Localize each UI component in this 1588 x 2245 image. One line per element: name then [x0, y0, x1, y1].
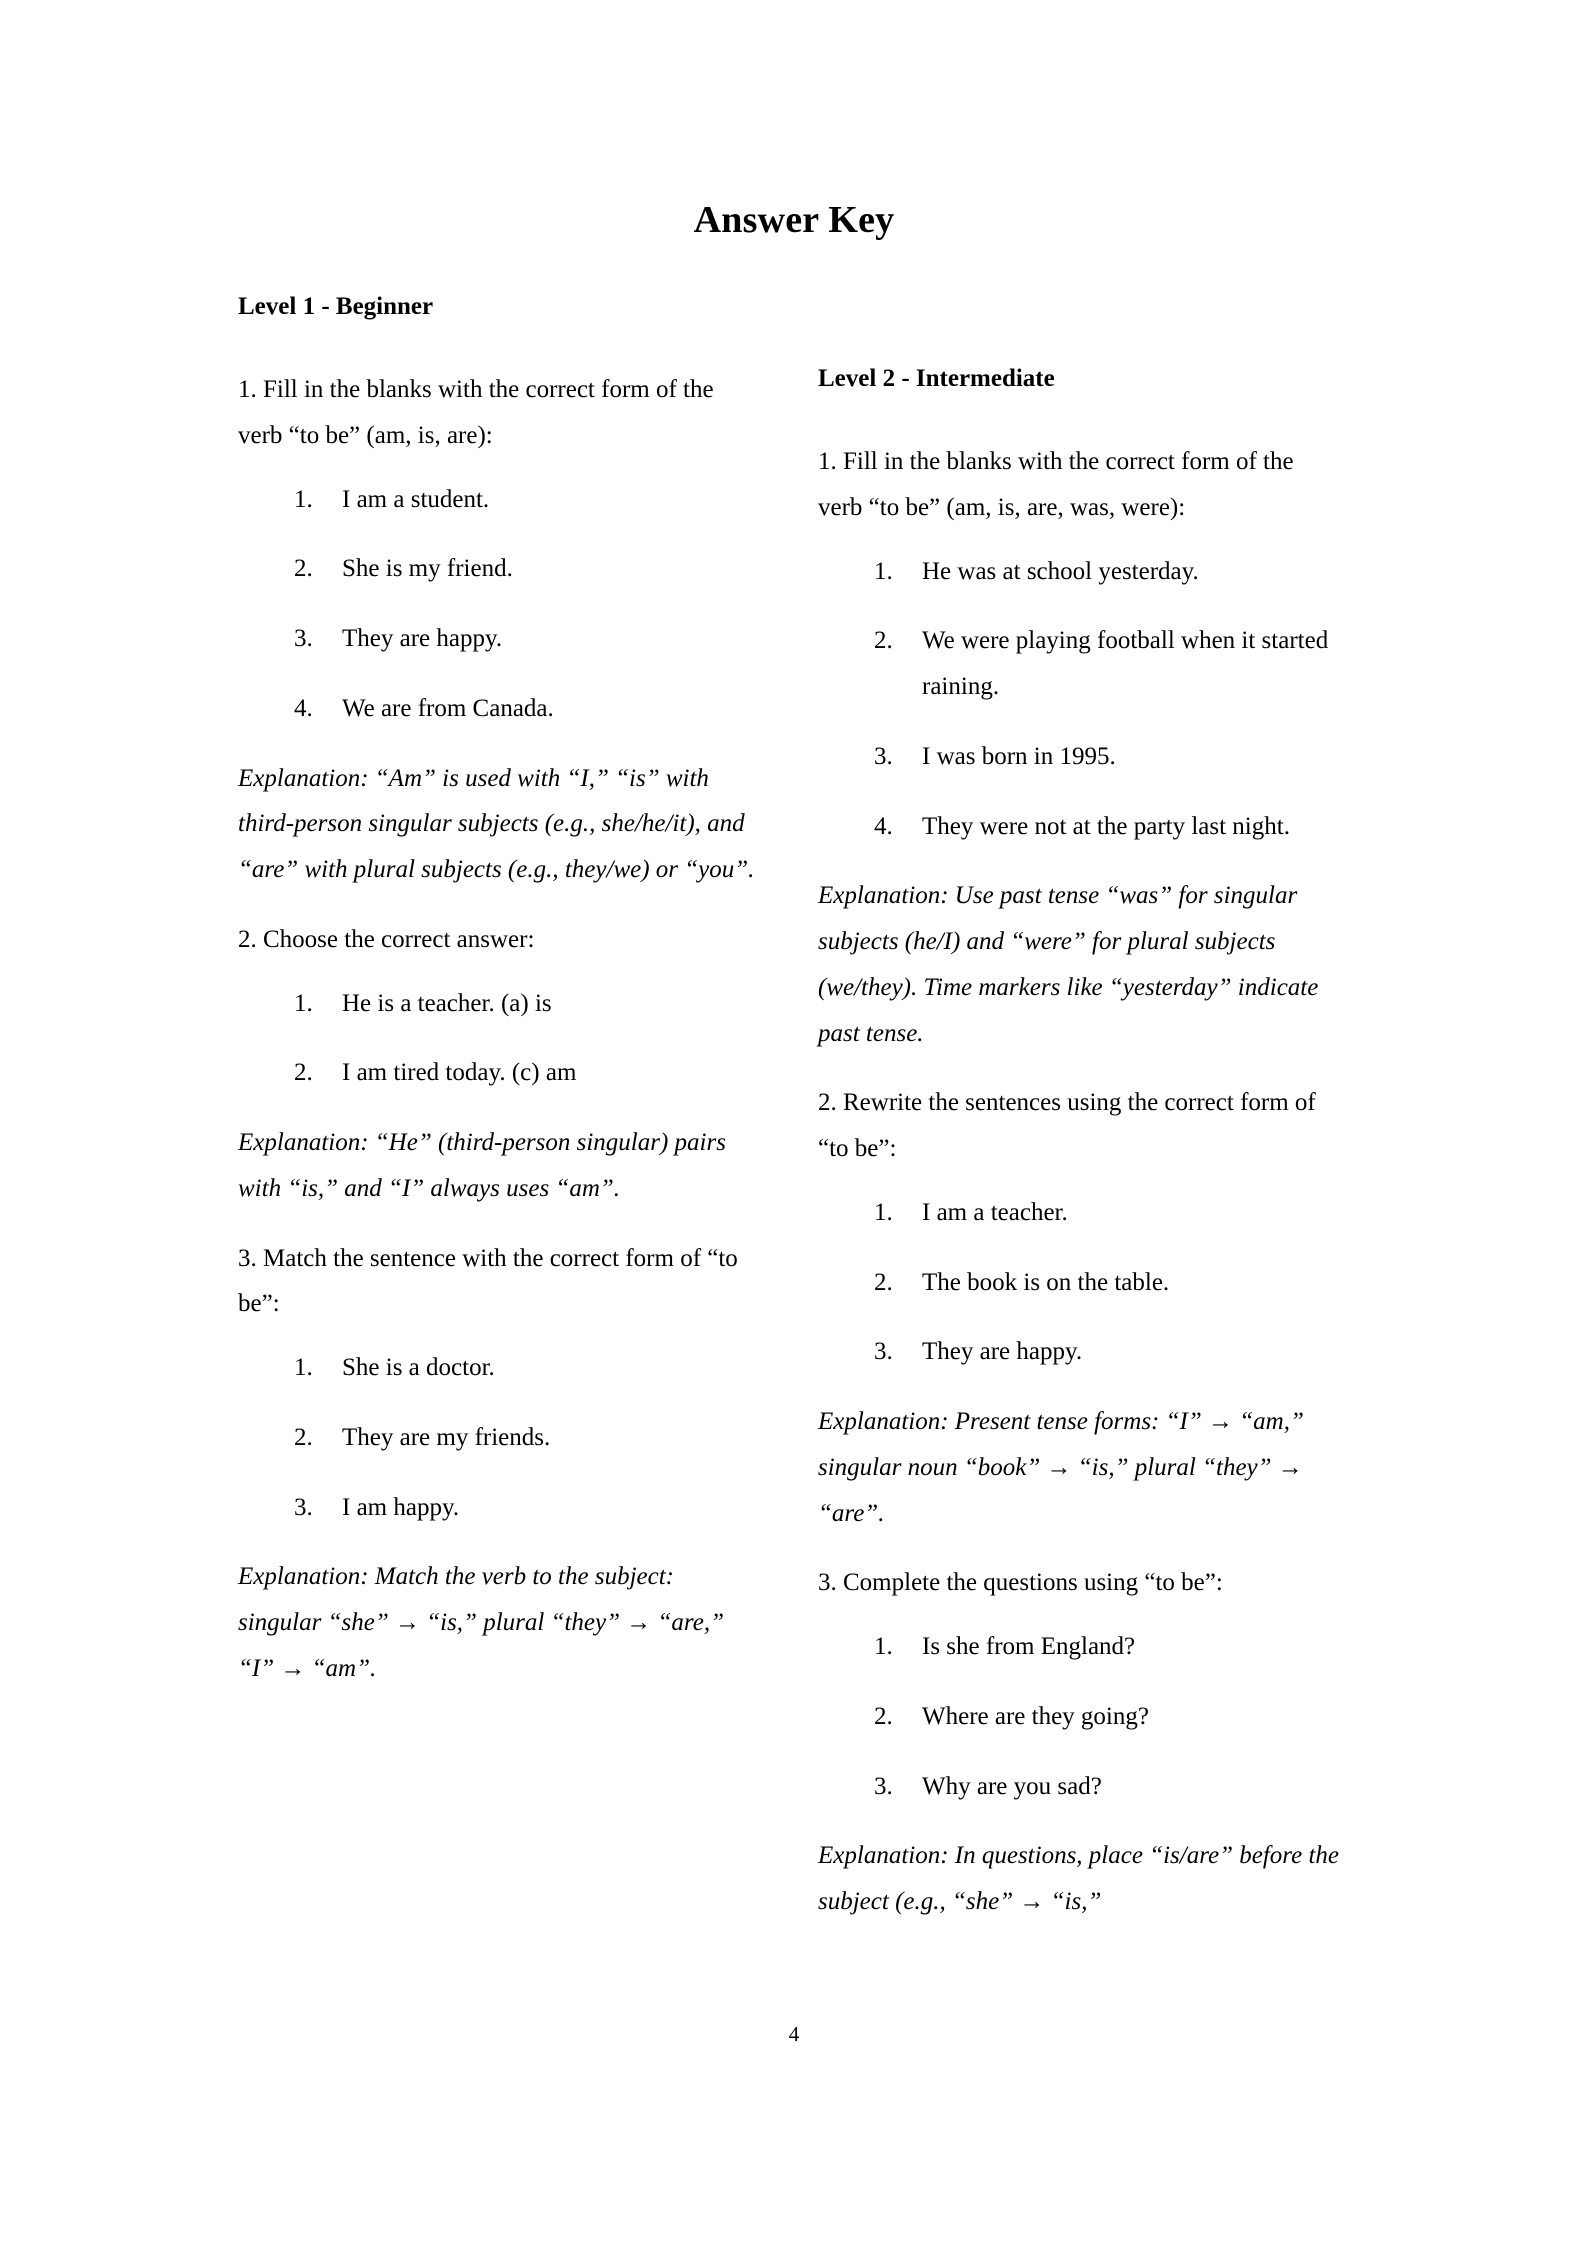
answer-number: 3.	[874, 1772, 893, 1800]
answer-number: 1.	[874, 557, 893, 585]
left-column	[238, 290, 760, 1716]
two-column-body	[238, 290, 1368, 2050]
question-prompt: 3. Match the sentence with the correct form of “to be”:	[238, 1244, 738, 1318]
question-prompt: 2. Choose the correct answer:	[238, 925, 535, 953]
answer-number: 2.	[874, 1268, 893, 1296]
answer-list	[238, 981, 760, 1097]
answer-number: 1.	[874, 1633, 893, 1660]
answer-item	[238, 1050, 760, 1096]
answer-item	[238, 1345, 760, 1391]
level-heading-1: Level 1 - Beginner	[238, 293, 434, 320]
answer-item	[818, 1329, 1340, 1375]
answer-text: Why are you sad?	[922, 1772, 1102, 1800]
page-title: Answer Key	[693, 199, 895, 241]
answer-text: Is she from England?	[922, 1633, 1136, 1660]
answer-text: I am happy.	[342, 1493, 460, 1521]
answer-list	[818, 1624, 1340, 1809]
left-column-sections	[238, 367, 760, 1692]
answer-list	[818, 1190, 1340, 1375]
explanation-text: Explanation: In questions, place “is/are” before the subject (e.g., “she” → “is,”	[818, 1842, 1339, 1915]
answer-item	[238, 1415, 760, 1461]
answer-item	[238, 1485, 760, 1531]
answer-text: I am tired today. (c) am	[342, 1059, 577, 1087]
question-prompt: 3. Complete the questions using “to be”:	[818, 1569, 1223, 1597]
explanation-text: Explanation: Match the verb to the subject: singular “she” → “is,” plural “they” → “are,” “I” → “am”.	[238, 1563, 724, 1682]
answer-item	[238, 616, 760, 662]
answer-text: They are happy.	[922, 1338, 1083, 1366]
answer-item	[818, 1624, 1340, 1670]
answer-item	[818, 1260, 1340, 1306]
answer-text: He was at school yesterday.	[922, 557, 1199, 585]
answer-number: 3.	[874, 742, 893, 770]
explanation-text: Explanation: Present tense forms: “I” → “am,” singular noun “book” → “is,” plural “they” → “are”.	[818, 1408, 1304, 1527]
answer-text: We are from Canada.	[342, 694, 554, 722]
question-prompt: 2. Rewrite the sentences using the correct form of “to be”:	[818, 1089, 1316, 1162]
right-column	[818, 290, 1340, 1949]
answer-text: I was born in 1995.	[922, 742, 1116, 770]
answer-item	[238, 477, 760, 523]
answer-number: 3.	[294, 1493, 313, 1521]
answer-text: They were not at the party last night.	[922, 812, 1290, 840]
answer-list	[238, 477, 760, 732]
answer-text: He is a teacher. (a) is	[342, 989, 552, 1017]
question-prompt: 1. Fill in the blanks with the correct form of the verb “to be” (am, is, are):	[238, 376, 714, 449]
answer-item	[818, 734, 1340, 780]
answer-item	[818, 1190, 1340, 1236]
answer-number: 3.	[294, 625, 313, 652]
answer-number: 2.	[874, 627, 893, 655]
answer-item	[818, 549, 1340, 595]
answer-number: 2.	[294, 1059, 313, 1087]
question-prompt: 1. Fill in the blanks with the correct form of the verb “to be” (am, is, are, was, were):	[818, 448, 1294, 521]
answer-number: 1.	[294, 485, 313, 513]
answer-item	[818, 618, 1340, 710]
answer-number: 4.	[294, 694, 313, 722]
answer-item	[238, 546, 760, 592]
level-heading-2: Level 2 - Intermediate	[818, 365, 1055, 392]
explanation-text: Explanation: Use past tense “was” for singular subjects (he/I) and “were” for plural subjects (we/they). Time markers like “yesterday” indicate past tense.	[818, 882, 1319, 1047]
answer-text: Where are they going?	[922, 1702, 1149, 1730]
page-number: 4	[788, 2022, 800, 2046]
answer-number: 1.	[874, 1198, 893, 1226]
answer-text: I am a student.	[342, 485, 490, 513]
answer-list	[818, 549, 1340, 850]
explanation-text: Explanation: “He” (third-person singular) pairs with “is,” and “I” always uses “am”.	[238, 1129, 726, 1202]
answer-item	[818, 804, 1340, 850]
answer-item	[238, 981, 760, 1027]
answer-number: 3.	[874, 1338, 893, 1366]
answer-item	[238, 686, 760, 732]
answer-text: The book is on the table.	[922, 1268, 1170, 1296]
answer-number: 2.	[294, 1423, 313, 1451]
answer-number: 4.	[874, 812, 893, 840]
right-column-sections	[818, 439, 1340, 1925]
answer-text: We were playing football when it started raining.	[922, 627, 1329, 700]
answer-text: She is a doctor.	[342, 1354, 495, 1381]
answer-text: They are happy.	[342, 625, 503, 652]
answer-list	[238, 1345, 760, 1530]
answer-number: 1.	[294, 989, 313, 1017]
answer-text: She is my friend.	[342, 555, 513, 583]
answer-item	[818, 1764, 1340, 1810]
answer-text: I am a teacher.	[922, 1198, 1068, 1226]
answer-number: 2.	[294, 555, 313, 583]
answer-number: 2.	[874, 1702, 893, 1730]
answer-item	[818, 1694, 1340, 1740]
answer-text: They are my friends.	[342, 1423, 551, 1451]
explanation-text: Explanation: “Am” is used with “I,” “is” with third-person singular subjects (e.g., she/he/it), and “are” with plural subjects (e.g., they/we) or “you”.	[238, 764, 755, 883]
answer-number: 1.	[294, 1354, 313, 1381]
